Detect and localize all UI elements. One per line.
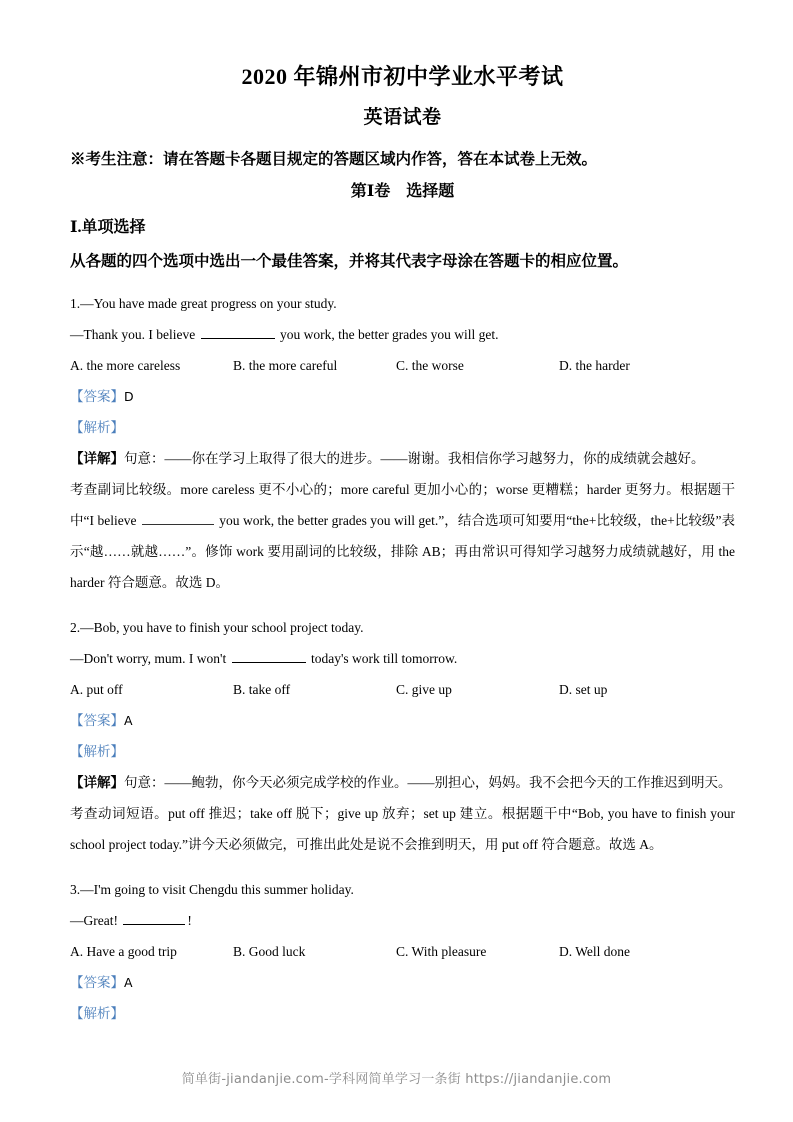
option-a[interactable]: A. the more careless [70,358,181,373]
analysis-line [70,412,735,443]
option-c[interactable]: C. With pleasure [396,944,487,959]
question-block [70,612,735,860]
explanation-blank [142,512,214,525]
question-block [70,288,735,598]
section-title: Ⅰ.单项选择 [70,219,146,236]
analysis-line [70,736,735,767]
explanation-pre: 考查副词比较级。more careless 更不小心的；more careful 更加小心的；worse 更糟糕；harder 更努力。根据题干中“I believe [70,482,735,528]
option-row [70,936,735,967]
explanation-text [70,798,735,860]
question-stem-text: —You have made great progress on your study. [80,296,337,311]
detail-meaning-text: 句意：——鲍勃，你今天必须完成学校的作业。——别担心，妈妈。我不会把今天的工作推迟到明天。 [124,775,732,790]
section-instruction: 从各题的四个选项中选出一个最佳答案，并将其代表字母涂在答题卡的相应位置。 [70,253,629,270]
answer-line [70,381,735,412]
question-reply-after: today's work till tomorrow. [307,651,458,666]
answer-value: A [124,975,133,990]
option-row [70,350,735,381]
answer-blank [201,326,275,339]
paper-part-heading: 第Ⅰ卷 选择题 [350,183,455,200]
option-c[interactable]: C. give up [396,682,452,697]
explanation-text [70,474,735,598]
detail-tag: 【详解】 [70,775,124,790]
answer-tag: 【答案】 [70,713,124,728]
option-a[interactable]: A. put off [70,682,123,697]
candidate-notice: ※考生注意：请在答题卡各题目规定的答题区域内作答，答在本试卷上无效。 [70,151,598,168]
explanation-pre: 考查动词短语。put off 推迟；take off 脱下；give up 放弃；set up 建立。根据题干中“Bob, you have to finish your school project today.”讲今天必须做完，可推出此处是说不会推到明天，用 put off 符合题意。故选 A。 [70,806,735,852]
option-b[interactable]: B. take off [233,682,291,697]
answer-tag: 【答案】 [70,975,124,990]
option-d[interactable]: D. the harder [559,358,630,373]
question-stem [70,612,735,643]
detail-meaning-text: 句意：——你在学习上取得了很大的进步。——谢谢。我相信你学习越努力，你的成绩就会越好。 [124,451,705,466]
option-d[interactable]: D. set up [559,682,608,697]
question-reply-after: you work, the better grades you will get. [276,327,499,342]
answer-blank [123,912,185,925]
analysis-tag: 【解析】 [70,1006,124,1021]
option-a[interactable]: A. Have a good trip [70,944,177,959]
question-reply [70,905,735,936]
question-stem-text: —Bob, you have to finish your school project today. [80,620,364,635]
option-b[interactable]: B. Good luck [233,944,306,959]
page-subtitle: 英语试卷 [363,107,442,128]
detail-tag: 【详解】 [70,451,124,466]
question-number: 2. [70,620,81,635]
explanation-post: you work, the better grades you will get.”，结合选项可知要用“the+比较级，the+比较级”表示“越……就越……”。修饰 work 要用副词的比较级，排除 AB；再由常识可得知学习越努力成绩就越好，用 the harder 符合题意。故选 D。 [70,513,735,590]
option-c[interactable]: C. the worse [396,358,464,373]
question-block [70,874,735,1029]
page-title: 2020 年锦州市初中学业水平考试 [241,64,564,89]
question-reply [70,643,735,674]
page-content [70,0,735,1029]
option-b[interactable]: B. the more careful [233,358,338,373]
option-d[interactable]: D. Well done [559,944,631,959]
question-stem [70,288,735,319]
analysis-tag: 【解析】 [70,744,124,759]
answer-line [70,967,735,998]
option-row [70,674,735,705]
answer-tag: 【答案】 [70,389,124,404]
question-reply [70,319,735,350]
detail-meaning-line [70,767,735,798]
question-stem [70,874,735,905]
question-reply-after: ! [187,913,192,928]
question-number: 3. [70,882,81,897]
question-reply-before: —Thank you. I believe [70,327,199,342]
question-reply-before: —Great! [70,913,122,928]
detail-meaning-line [70,443,735,474]
question-number: 1. [70,296,81,311]
analysis-tag: 【解析】 [70,420,124,435]
answer-value: A [124,713,133,728]
answer-value: D [124,389,134,404]
answer-line [70,705,735,736]
question-stem-text: —I'm going to visit Chengdu this summer holiday. [80,882,354,897]
question-reply-before: —Don't worry, mum. I won't [70,651,230,666]
footer-watermark: 简单街-jiandanjie.com-学科网简单学习一条街 https://jiandanjie.com [181,1072,612,1087]
analysis-line [70,998,735,1029]
answer-blank [232,650,306,663]
